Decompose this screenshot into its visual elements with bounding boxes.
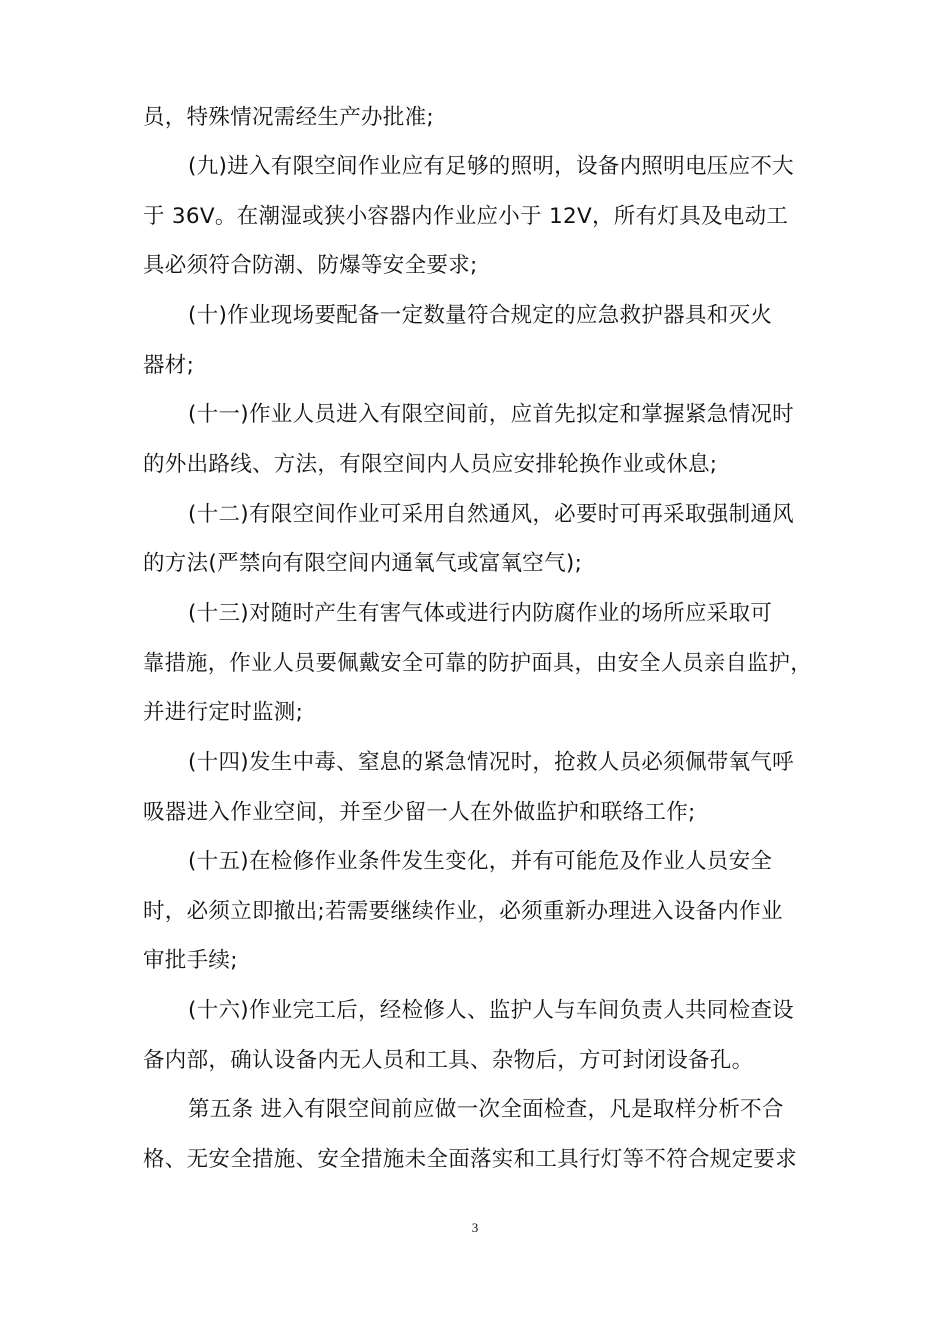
text-line: (十一)作业人员进入有限空间前，应首先拟定和掌握紧急情况时: [188, 402, 794, 427]
text-line: 时，必须立即撤出;若需要继续作业，必须重新办理进入设备内作业: [143, 899, 783, 924]
text-line: 格、无安全措施、安全措施未全面落实和工具行灯等不符合规定要求: [143, 1147, 798, 1172]
text-line: (十四)发生中毒、窒息的紧急情况时，抢救人员必须佩带氧气呼: [188, 750, 794, 775]
text-line: (十二)有限空间作业可采用自然通风，必要时可再采取强制通风: [188, 502, 794, 527]
text-line: 备内部，确认设备内无人员和工具、杂物后，方可封闭设备孔。: [143, 1048, 754, 1073]
text-line: (十五)在检修作业条件发生变化，并有可能危及作业人员安全: [188, 849, 773, 874]
text-line: 并进行定时监测;: [143, 700, 304, 725]
text-line: 员，特殊情况需经生产办批准;: [143, 105, 434, 130]
text-line: 第五条 进入有限空间前应做一次全面检查，凡是取样分析不合: [188, 1097, 784, 1122]
text-line: (十六)作业完工后，经检修人、监护人与车间负责人共同检查设: [188, 998, 794, 1023]
text-line: 于 36V。在潮湿或狭小容器内作业应小于 12V，所有灯具及电动工: [143, 204, 789, 229]
text-line: 吸器进入作业空间，并至少留一人在外做监护和联络工作;: [143, 800, 696, 825]
text-line: 审批手续;: [143, 948, 238, 973]
text-line: (九)进入有限空间作业应有足够的照明，设备内照明电压应不大: [188, 154, 794, 179]
text-line: (十)作业现场要配备一定数量符合规定的应急救护器具和灭火: [188, 303, 773, 328]
text-line: 的方法(严禁向有限空间内通氧气或富氧空气);: [143, 551, 583, 576]
text-line: (十三)对随时产生有害气体或进行内防腐作业的场所应采取可: [188, 601, 773, 626]
text-line: 靠措施，作业人员要佩戴安全可靠的防护面具，由安全人员亲自监护，: [143, 651, 812, 676]
text-line: 器材;: [143, 353, 195, 378]
page-number: 3: [471, 1220, 479, 1235]
text-line: 的外出路线、方法，有限空间内人员应安排轮换作业或休息;: [143, 452, 718, 477]
text-line: 具必须符合防潮、防爆等安全要求;: [143, 253, 478, 278]
